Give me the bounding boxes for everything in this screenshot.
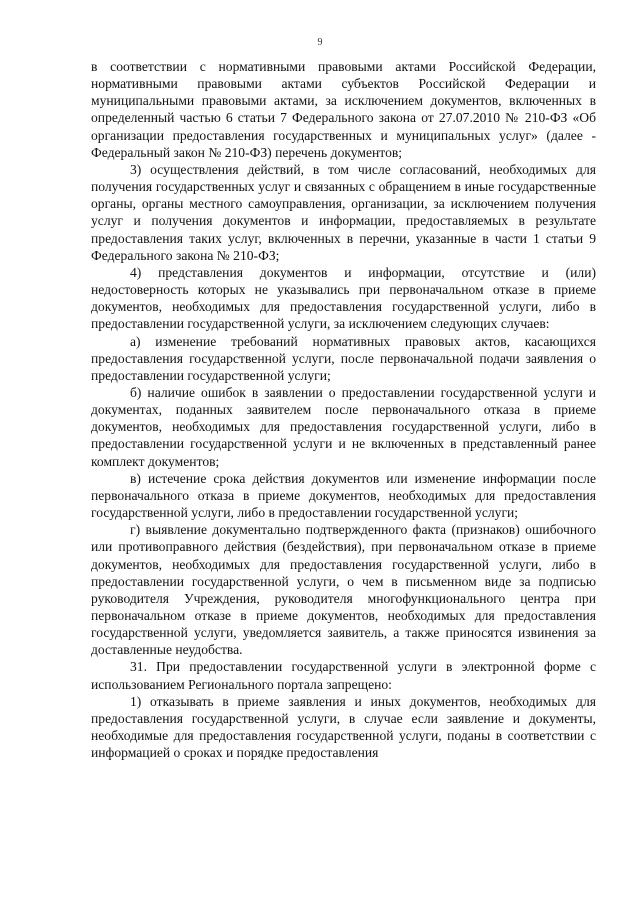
page-number: 9 xyxy=(317,37,323,48)
paragraph-subitem-g: г) выявление документально подтвержденного факта (признаков) ошибочного или противоправного действия (бездействия), при первоначальном отказе в приеме документов, необходимых для предоставления государственной услуги, либо в предоставлении государственной услуги, о чем в письменном виде за подписью руководителя Учреждения, руководителя многофункционального центра при первоначальном отказе в приеме документов, необходимых для предоставления государственной услуги, уведомляется заявитель, а также приносятся извинения за доставленные неудобства. xyxy=(91,522,596,658)
paragraph-section-31: 31. При предоставлении государственной услуги в электронной форме с использованием Регионального портала запрещено: xyxy=(91,659,596,692)
paragraph-subitem-a: а) изменение требований нормативных правовых актов, касающихся предоставления государственной услуги, после первоначальной подачи заявления о предоставлении государственной услуги; xyxy=(91,333,596,383)
paragraph-item-4: 4) представления документов и информации, отсутствие и (или) недостоверность которых не указывались при первоначальном отказе в приеме документов, необходимых для предоставления государственной услуги, либо в предоставлении государственной услуги, за исключением следующих случаев: xyxy=(91,264,596,332)
paragraph-item-3: 3) осуществления действий, в том числе согласований, необходимых для получения государственных услуг и связанных с обращением в иные государственные органы, органы местного самоуправления, организации, за исключением получения услуг и получения документов и информации, предоставляемых в результате предоставления таких услуг, включенных в перечни, указанные в части 1 статьи 9 Федерального закона № 210-ФЗ; xyxy=(91,161,596,263)
document-body xyxy=(91,58,596,761)
paragraph-continuation: в соответствии с нормативными правовыми актами Российской Федерации, нормативными правовыми актами субъектов Российской Федерации и муниципальными правовыми актами, за исключением документов, включенных в определенный частью 6 статьи 7 Федерального закона от 27.07.2010 № 210-ФЗ «Об организации предоставления государственных и муниципальных услуг» (далее - Федеральный закон № 210-ФЗ) перечень документов; xyxy=(91,59,596,160)
paragraph-31-item-1: 1) отказывать в приеме заявления и иных документов, необходимых для предоставления государственной услуги, в случае если заявление и документы, необходимые для предоставления государственной услуги, поданы в соответствии с информацией о сроках и порядке предоставления xyxy=(91,693,596,761)
paragraph-subitem-b: б) наличие ошибок в заявлении о предоставлении государственной услуги и документах, поданных заявителем после первоначального отказа в приеме документов, необходимых для предоставления государственной услуги, либо в предоставлении государственной услуги и не включенных в представленный ранее комплект документов; xyxy=(91,384,596,469)
paragraph-subitem-v: в) истечение срока действия документов или изменение информации после первоначального отказа в приеме документов, необходимых для предоставления государственной услуги, либо в предоставлении государственной услуги; xyxy=(91,470,596,521)
